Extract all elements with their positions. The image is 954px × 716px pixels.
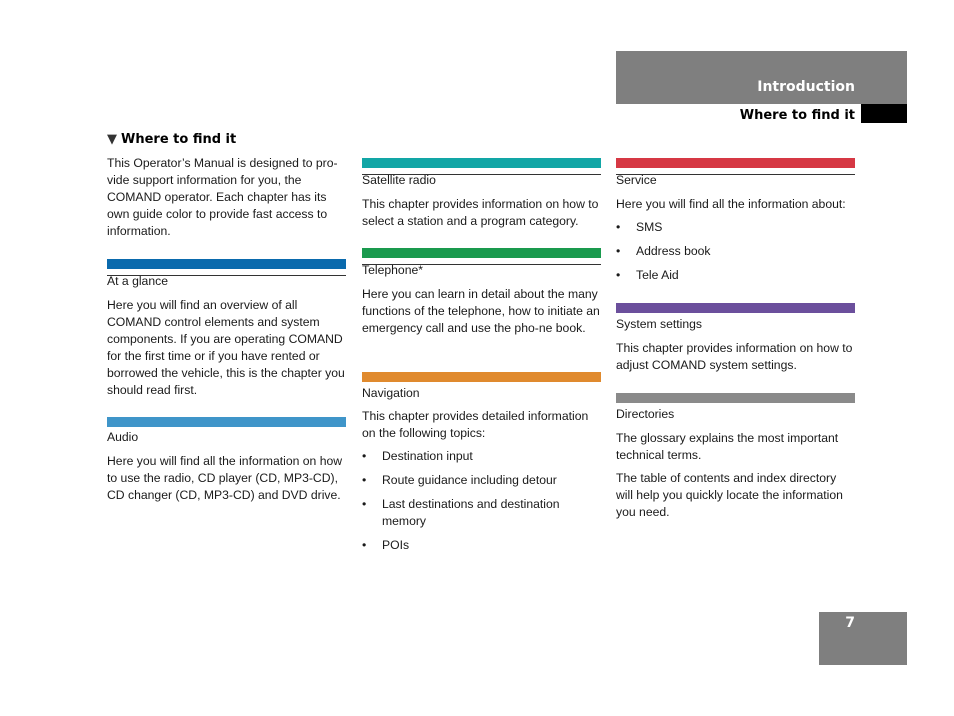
chapter-text-at-a-glance: Here you will find an overview of all COMAND control elements and system components. If you are operating COMAND for the first time or if you have rented or borrowed the vehicle, this is the chapter you should read first. [107, 298, 345, 397]
list-item: • SMS [616, 219, 855, 236]
list-item: • Last destinations and destination memory [362, 496, 601, 530]
chapter-text-service: Here you will find all the information about: [616, 197, 846, 211]
chapter-label-satellite-radio: Satellite radio [362, 173, 436, 187]
chapter-text-navigation: This chapter provides detailed information on the following topics: [362, 409, 589, 440]
chapter-text-audio: Here you will find all the information on how to use the radio, CD player (CD, MP3-CD), CD changer (CD, MP3-CD) and DVD drive. [107, 454, 343, 502]
chapter-header-box [616, 51, 907, 104]
chapter-text-directories-glossary: The glossary explains the most important technical terms. [616, 431, 839, 462]
chapter-label-service: Service [616, 173, 657, 187]
chapter-label-directories: Directories [616, 407, 675, 421]
chapter-at-a-glance [107, 259, 346, 405]
section-heading-text: Where to find it [121, 132, 237, 147]
chapter-label-audio: Audio [107, 430, 139, 444]
service-topic-list [616, 219, 855, 284]
chapter-text-system-settings: This chapter provides information on how to adjust COMAND system settings. [616, 341, 853, 372]
section-header-marker [861, 104, 907, 123]
chapter-telephone [362, 248, 601, 343]
intro-block [107, 155, 346, 246]
list-item: • Route guidance including detour [362, 472, 601, 489]
chapter-label-system-settings: System settings [616, 317, 703, 331]
page-number: 7 [845, 615, 855, 631]
chapter-label-telephone: Telephone* [362, 263, 423, 277]
chapter-navigation [362, 372, 601, 561]
color-bar-navigation [362, 372, 601, 382]
color-bar-audio [107, 417, 346, 427]
list-item: • POIs [362, 537, 601, 554]
chapter-title: Introduction [757, 79, 855, 95]
triangle-down-icon: ▼ [107, 132, 117, 147]
color-bar-system-settings [616, 303, 855, 313]
chapter-text-directories-index: The table of contents and index directory will help you quickly locate the information you need. [616, 471, 843, 519]
list-item: • Destination input [362, 448, 601, 465]
color-bar-service [616, 158, 855, 168]
color-bar-directories [616, 393, 855, 403]
chapter-text-satellite-radio: This chapter provides information on how to select a station and a program category. [362, 197, 599, 228]
color-bar-telephone [362, 248, 601, 258]
list-item: • Tele Aid [616, 267, 855, 284]
navigation-topic-list [362, 448, 601, 554]
chapter-label-navigation: Navigation [362, 386, 420, 400]
chapter-system-settings [616, 303, 855, 380]
chapter-service [616, 158, 855, 291]
chapter-audio [107, 417, 346, 510]
chapter-label-at-a-glance: At a glance [107, 274, 168, 288]
chapter-satellite-radio [362, 158, 601, 236]
section-header: Where to find it [739, 108, 855, 123]
chapter-directories [616, 393, 855, 527]
intro-text: This Operator’s Manual is designed to pro-vide support information for you, the COMAND operator. Each chapter has its own guide color to provide fast access to information. [107, 156, 338, 238]
chapter-text-telephone: Here you can learn in detail about the many functions of the telephone, how to initiate an emergency call and use the pho-ne book. [362, 287, 600, 335]
color-bar-satellite-radio [362, 158, 601, 168]
list-item: • Address book [616, 243, 855, 260]
color-bar-at-a-glance [107, 259, 346, 269]
section-heading [107, 131, 236, 148]
